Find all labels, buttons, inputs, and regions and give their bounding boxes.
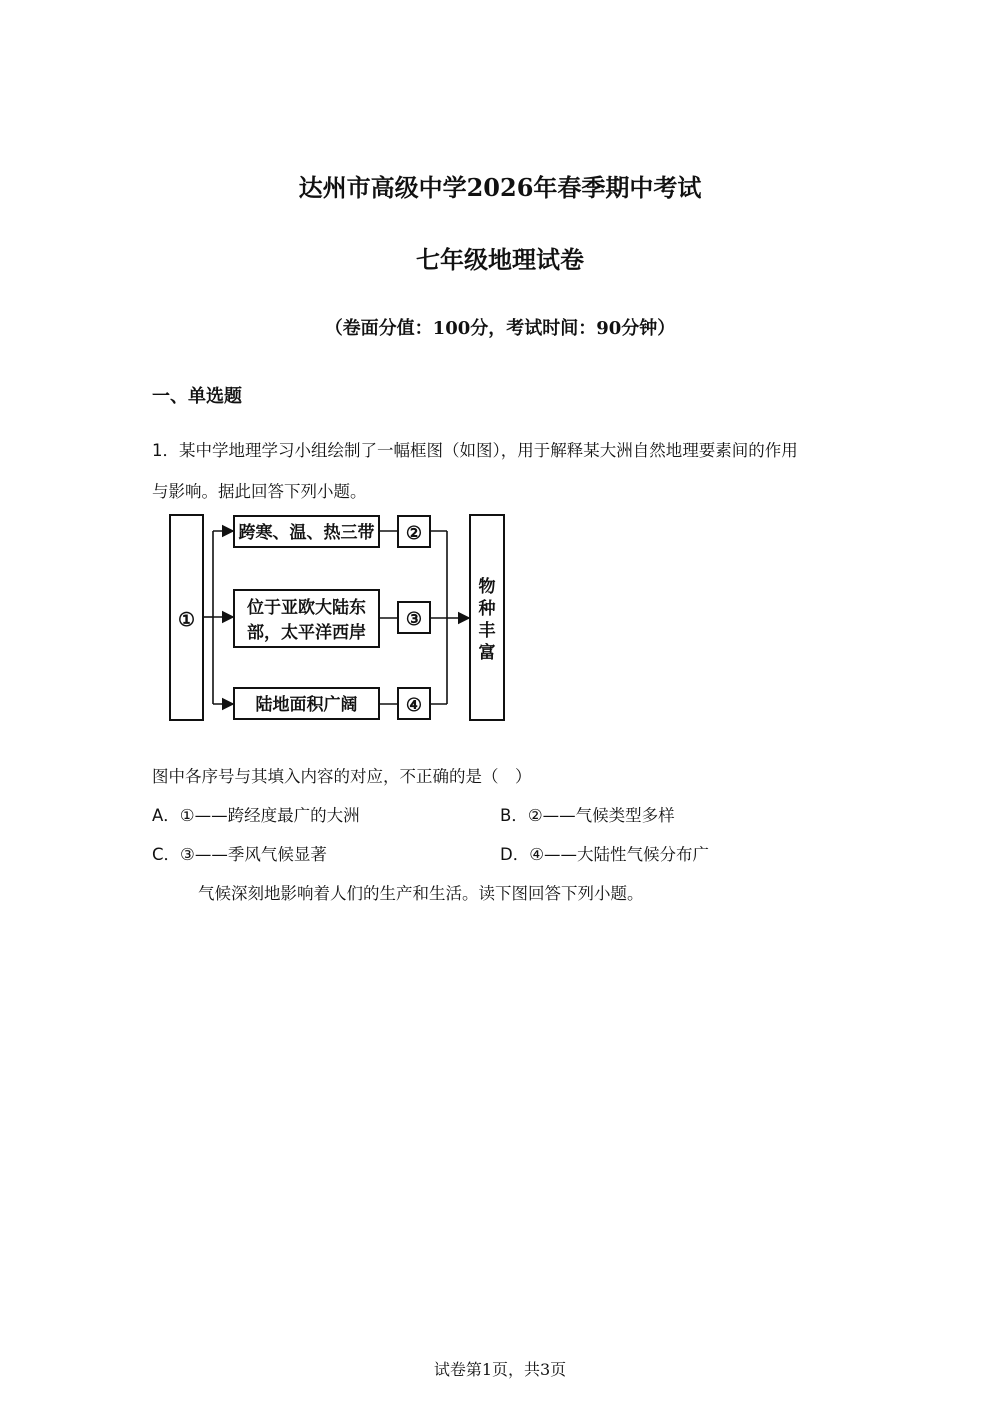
diagram-circle-mid-label: ③ bbox=[405, 609, 423, 630]
option-d[interactable]: D．④——大陆性气候分布广 bbox=[500, 845, 709, 864]
diagram-right-char-3: 丰 bbox=[478, 621, 496, 641]
option-a[interactable]: A．①——跨经度最广的大洲 bbox=[152, 806, 360, 825]
diagram-circle-bottom-label: ④ bbox=[405, 695, 423, 716]
page-footer: 试卷第1页，共3页 bbox=[433, 1360, 567, 1379]
diagram-box-top-label: 跨寒、温、热三带 bbox=[238, 523, 375, 543]
section-title: 一、单选题 bbox=[152, 386, 242, 407]
diagram-right-char-4: 富 bbox=[478, 643, 496, 663]
exam-subtitle: 七年级地理试卷 bbox=[416, 245, 584, 274]
option-c[interactable]: C．③——季风气候显著 bbox=[152, 845, 327, 864]
flow-diagram bbox=[165, 510, 510, 725]
option-b[interactable]: B．②——气候类型多样 bbox=[500, 806, 675, 825]
exam-info: （卷面分值：100分，考试时间：90分钟） bbox=[324, 318, 676, 339]
question-1-line-2: 与影响。据此回答下列小题。 bbox=[152, 482, 367, 501]
question-stem: 图中各序号与其填入内容的对应，不正确的是（ ） bbox=[152, 767, 532, 786]
diagram-box-mid-line-2: 部，太平洋西岸 bbox=[247, 623, 366, 643]
diagram-right-char-1: 物 bbox=[478, 577, 496, 597]
diagram-box-mid-line-1: 位于亚欧大陆东 bbox=[247, 598, 366, 618]
diagram-right-char-2: 种 bbox=[478, 599, 496, 619]
question-2-intro: 气候深刻地影响着人们的生产和生活。读下图回答下列小题。 bbox=[198, 884, 644, 903]
diagram-circle-top-label: ② bbox=[405, 523, 423, 544]
diagram-box-bottom-label: 陆地面积广阔 bbox=[255, 695, 358, 715]
diagram-left-label: ① bbox=[177, 609, 196, 631]
exam-title: 达州市高级中学2026年春季期中考试 bbox=[298, 173, 702, 202]
question-1-line-1: 1．某中学地理学习小组绘制了一幅框图（如图），用于解释某大洲自然地理要素间的作用 bbox=[152, 441, 798, 460]
